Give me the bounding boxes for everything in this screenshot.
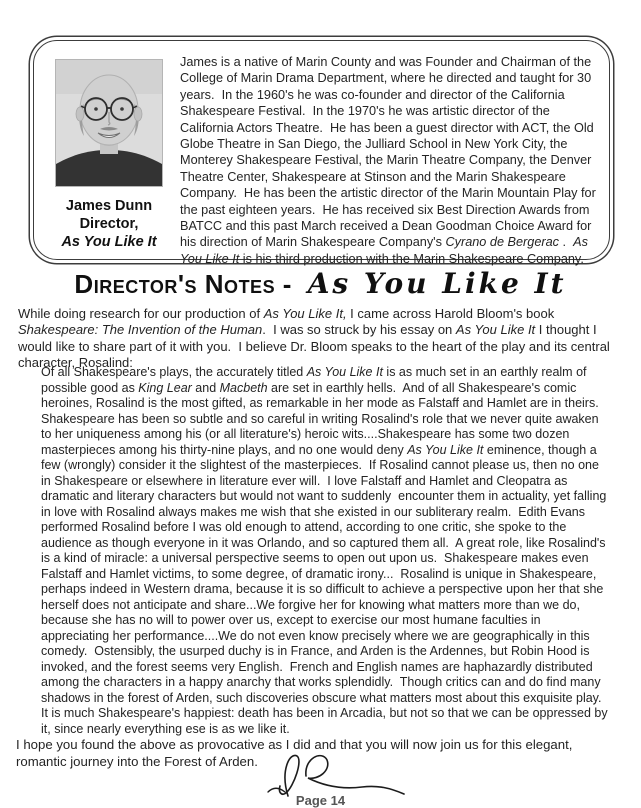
photo-caption: [50, 197, 168, 251]
heading-play-title: As You Like It: [307, 267, 567, 300]
caption-role: Director,: [79, 216, 139, 232]
intro-paragraph: While doing research for our production of As You Like It, I came across Harold Bloom's book Shakespeare: The Invention of the Human. I was so struck by his essay on As You Like It I thought I would like to share part of it with you. I believe Dr. Bloom speaks to the heart of the play and its central character, Rosalind:: [18, 306, 614, 370]
director-photo: [55, 59, 163, 187]
caption-name: James Dunn: [65, 198, 153, 214]
director-bio-text: James is a native of Marin County and was Founder and Chairman of the College of Marin Drama Department, where he directed and taught for 30 years. In the 1960's he was co-founder and director of the California Shakespeare Festival. In the 1970's he was artistic director of the California Actors Theatre. He has been a guest director with ACT, the Old Globe Theatre in San Diego, the Julliard School in New York City, the Monterey Shakespeare Festival, the Marin Theatre Company, the Denver Theatre Center, Shakespeare at Stinson and the Marin Shakespeare Company. He has been the artistic director of the Marin Mountain Play for the past eighteen years. He has received six Best Direction Awards from BATCC and this past March received a Dean Goodman Choice Award for his direction of Marin Shakespeare Company's Cyrano de Bergerac . As You Like It is his third production with the Marin Shakespeare Company.: [180, 55, 600, 266]
director-bio-box: [33, 40, 610, 266]
caption-play-title: As You Like It: [61, 234, 157, 250]
page-number: Page 14: [295, 793, 346, 808]
heading-label: Director's Notes -: [74, 269, 300, 299]
photo-column: [50, 59, 168, 251]
section-heading: [0, 264, 641, 301]
bloom-quote-block: Of all Shakespeare's plays, the accurately titled As You Like It is as much set in an earthly realm of possible good as King Lear and Macbeth are set in earthly hells. And of all Shakespeare's comic heroines, Rosalind is the most gifted, as remarkable in her mode as Falstaff and Hamlet are in theirs. Shakespeare has been so subtle and so careful in writing Rosalind's role that we never quite awaken to her uniqueness among his (or all literature's) heroic wits....Shakespeare has some two dozen masterpieces among his thirty-nine plays, and no one would deny As You Like It eminence, though a few (wrongly) consider it the slightest of the masterpieces. If Rosalind cannot please us, then no one in Shakespeare or elsewhere in literature ever will. I love Falstaff and Hamlet and Cleopatra as dramatic and literary characters but would not want to suddenly encounter them in actuality, yet falling in love with Rosalind always makes me wish that she existed in our subliterary realm. Edith Evans performed Rosalind before I was old enough to attend, according to one critic, she spoke to the audience as though everyone in it was Orlando, and so captured them all. A great role, like Rosalind's is a kind of miracle: a universal perspective seems to open out upon us. Shakespeare makes even Falstaff and Hamlet victims, to some degree, of dramatic irony... Rosalind is unique in Shakespeare, perhaps indeed in Western drama, because it is so difficult to achieve a perspective upon her that she herself does not anticipate and share...We forgive her for knowing what matters more than we do, because she has no will to power over us, except to exercise our most humane faculties in appreciating her performance....We do not even know precisely where we are geographically in this comedy. Ostensibly, the usurped duchy is in France, and Arden is the Ardennes, but Robin Hood is invoked, and the forest seems very English. French and English names are haphazardly distributed among the characters in a happy anarchy that works splendidly. Though critics can and do find many shadows in the forest of Arden, such discoveries obscure what matters most about this exquisite play. It is much Shakespeare's happiest: death has been in Arcadia, but not so that we can be oppressed by it, since nearly everything ese is as we like it.: [41, 365, 612, 736]
closing-paragraph: I hope you found the above as provocative as I did and that you will now join us for this elegant, romantic journey into the Forest of Arden.: [16, 737, 577, 769]
portrait-illustration: [56, 60, 162, 186]
